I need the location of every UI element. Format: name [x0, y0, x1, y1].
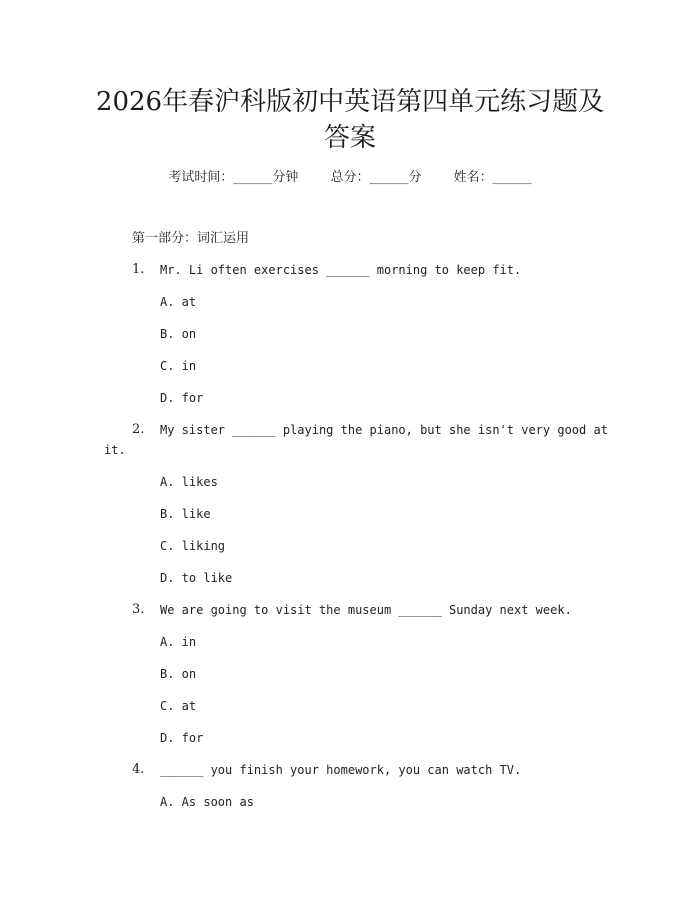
total-score-field: 总分：______分: [330, 170, 422, 185]
option-b: B. on: [160, 667, 197, 681]
option-a: A. As soon as: [160, 795, 254, 809]
option-d: D. for: [160, 391, 204, 405]
option-b: B. on: [160, 327, 197, 341]
document-title-line-1: 2026年春沪科版初中英语第四单元练习题及: [95, 87, 605, 117]
option-d: D. for: [160, 731, 204, 745]
option-c: C. in: [160, 359, 197, 373]
question-number: 4.: [132, 762, 145, 777]
question-text: Mr. Li often exercises ______ morning to keep fit.: [160, 263, 522, 277]
question-number: 2.: [132, 422, 145, 437]
question-text: We are going to visit the museum ______ Sunday next week.: [160, 603, 572, 617]
option-d: D. to like: [160, 571, 233, 585]
question-text: ______ you finish your homework, you can watch TV.: [160, 763, 522, 777]
option-a: A. in: [160, 635, 197, 649]
option-b: B. like: [160, 507, 211, 521]
question-text-continued: it.: [104, 443, 126, 457]
exam-time-field: 考试时间：______分钟: [168, 170, 299, 185]
option-a: A. likes: [160, 475, 218, 489]
question-text: My sister ______ playing the piano, but she isn't very good at: [160, 423, 608, 437]
option-a: A. at: [160, 295, 197, 309]
section-heading: 第一部分：词汇运用: [132, 231, 250, 246]
option-c: C. liking: [160, 539, 226, 553]
option-c: C. at: [160, 699, 197, 713]
question-number: 1.: [132, 262, 145, 277]
exam-info-row: [0, 168, 700, 188]
question-number: 3.: [132, 602, 145, 617]
student-name-field: 姓名：______: [453, 170, 532, 185]
document-title-line-2: 答案: [323, 123, 376, 153]
